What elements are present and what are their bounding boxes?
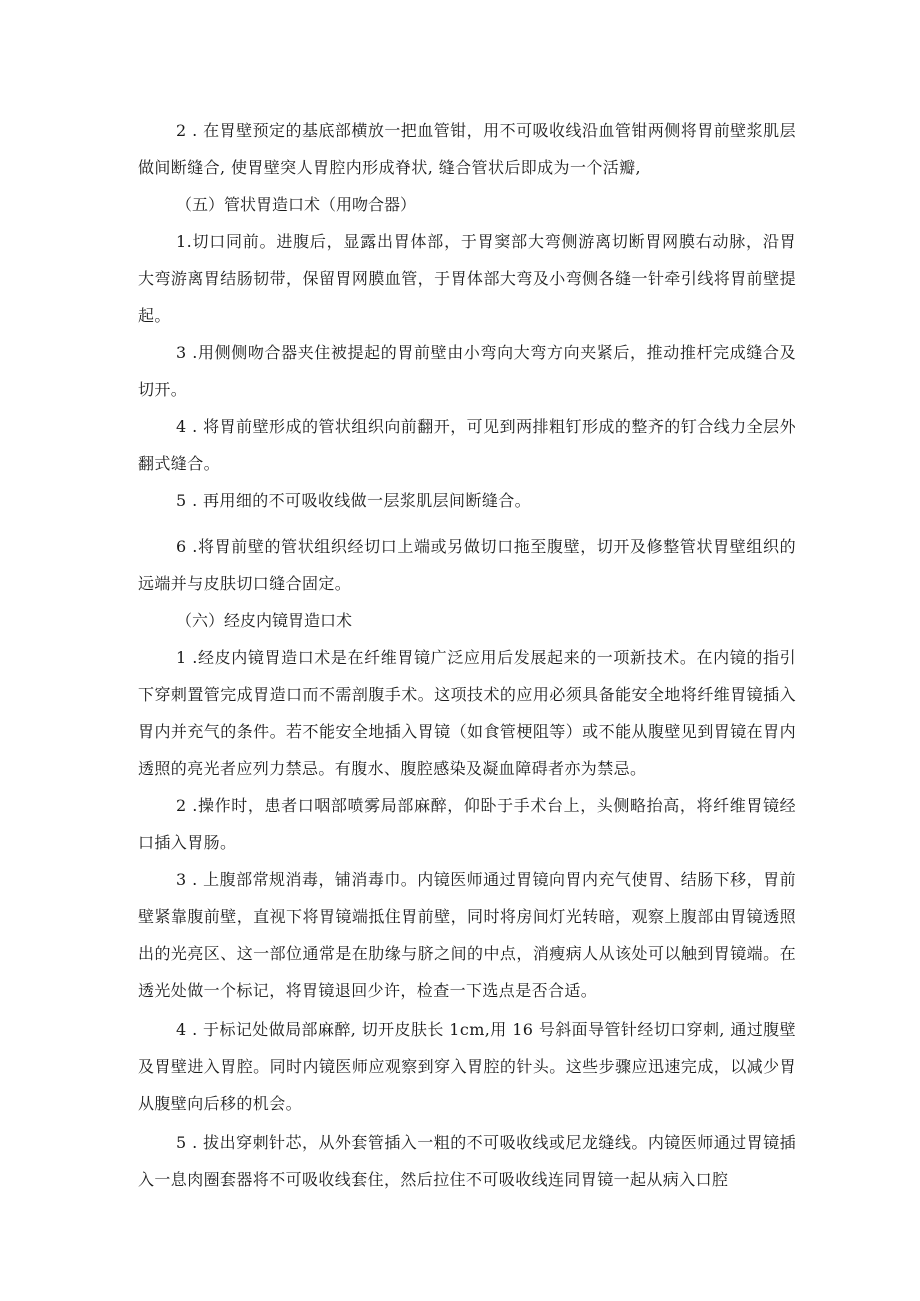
- paragraph-step-3: 3 .用侧侧吻合器夹住被提起的胃前壁由小弯向大弯方向夹紧后，推动推杆完成缝合及切开。: [138, 343, 796, 399]
- paragraph-peg-step-3: 3 . 上腹部常规消毒，铺消毒巾。内镜医师通过胃镜向胃内充气使胃、结肠下移，胃前壁紧靠腹前壁，直视下将胃镜端抵住胃前壁，同时将房间灯光转暗，观察上腹部由胃镜透照出的光亮区、这一部位通常是在肋缘与脐之间的中点，消瘦病人从该处可以触到胃镜端。在透光处做一个标记，将胃镜退回少许，检查一下选点是否合适。: [138, 870, 796, 1000]
- paragraph-step-6: 6 .将胃前壁的管状组织经切口上端或另做切口拖至腹壁，切开及修整管状胃壁组织的远端并与皮肤切口缝合固定。: [138, 537, 796, 593]
- paragraph-peg-step-5: 5 . 拔出穿刺针芯，从外套管插入一粗的不可吸收线或尼龙缝线。内镜医师通过胃镜插入一息肉圈套器将不可吸收线套住，然后拉住不可吸收线连同胃镜一起从病入口腔: [138, 1133, 796, 1189]
- paragraph-step-1: 1.切口同前。进腹后，显露出胃体部，于胃窦部大弯侧游离切断胃网膜右动脉，沿胃大弯游离胃结肠韧带，保留胃网膜血管，于胃体部大弯及小弯侧各缝一针牵引线将胃前壁提起。: [138, 232, 796, 325]
- paragraph-step-4: 4 . 将胃前壁形成的管状组织向前翻开，可见到两排粗钉形成的整齐的钉合线力全层外翻式缝合。: [138, 417, 796, 473]
- paragraph-peg-step-2: 2 .操作时，患者口咽部喷雾局部麻醉，仰卧于手术台上，头侧略抬高，将纤维胃镜经口插入胃肠。: [138, 796, 796, 852]
- section-heading-6: （六）经皮内镜胃造口术: [176, 611, 353, 630]
- paragraph-peg-step-4: 4 . 于标记处做局部麻醉, 切开皮肤长 1cm,用 16 号斜面导管针经切口穿刺, 通过腹壁及胃壁进入胃腔。同时内镜医师应观察到穿入胃腔的针头。这些步骤应迅速完成，以减少胃从腹壁向后移的机会。: [138, 1020, 796, 1113]
- section-heading-5: （五）管状胃造口术（用吻合器）: [176, 195, 417, 214]
- document-body: [138, 112, 796, 1198]
- paragraph-step-5: 5 . 再用细的不可吸收线做一层浆肌层间断缝合。: [176, 491, 532, 510]
- paragraph-peg-step-1: 1 .经皮内镜胃造口术是在纤维胃镜广泛应用后发展起来的一项新技术。在内镜的指引下穿刺置管完成胃造口而不需剖腹手术。这项技术的应用必须具备能安全地将纤维胃镜插入胃内并充气的条件。若不能安全地插入胃镜（如食管梗阻等）或不能从腹壁见到胃镜在胃内透照的亮光者应列力禁忌。有腹水、腹腔感染及凝血障碍者亦为禁忌。: [138, 648, 796, 778]
- paragraph-step-2: 2 . 在胃壁预定的基底部横放一把血管钳，用不可吸收线沿血管钳两侧将胃前壁浆肌层做间断缝合, 使胃壁突人胃腔内形成脊状, 缝合管状后即成为一个活瓣,: [138, 121, 796, 177]
